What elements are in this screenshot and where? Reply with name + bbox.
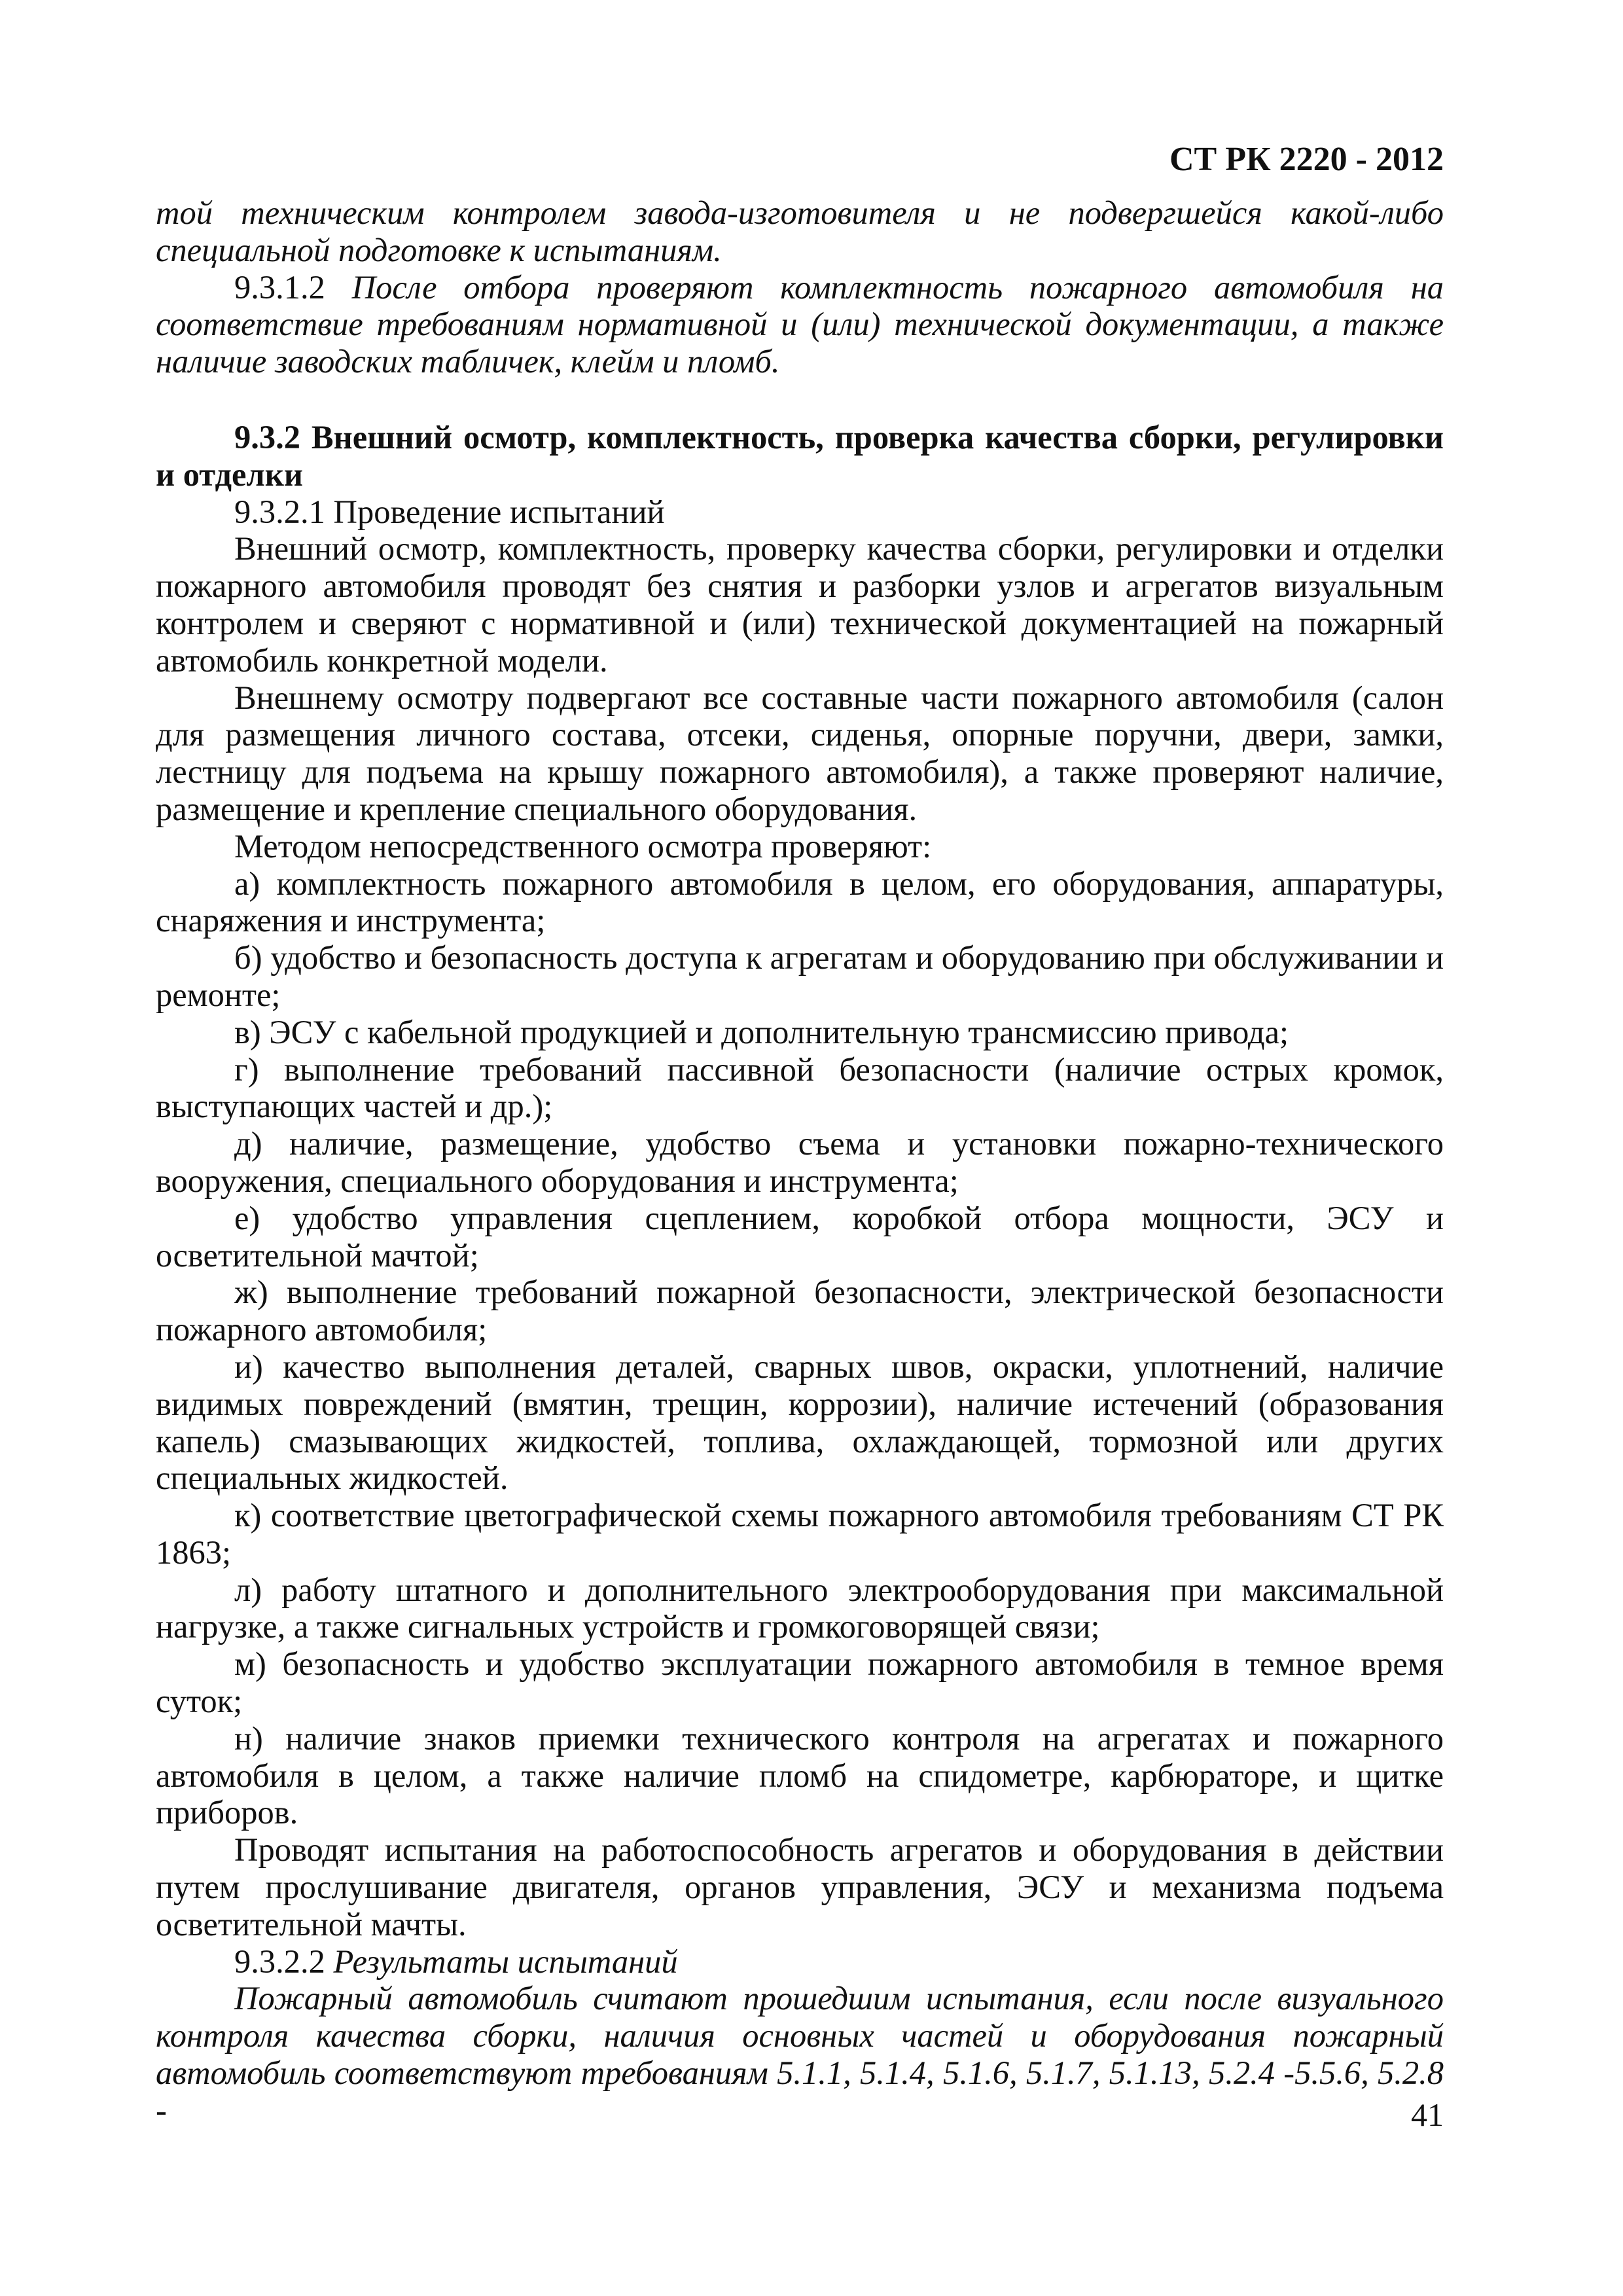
paragraph: 9.3.2.1 Проведение испытаний	[234, 493, 665, 530]
paragraph: г) выполнение требований пассивной безопасности (наличие острых кромок, выступающих частей и др.);	[156, 1050, 1444, 1125]
clause-number: 9.3.2.2	[234, 1943, 334, 1980]
clause-text: После отбора проверяют комплектность пожарного автомобиля на соответствие требованиям нормативной и (или) технической документации, а также наличие заводских табличек, клейм и пломб.	[156, 268, 1444, 380]
paragraph: н) наличие знаков приемки технического контроля на агрегатах и пожарного автомобиля в целом, а также наличие пломб на спидометре, карбюраторе, и щитке приборов.	[156, 1719, 1444, 1831]
paragraph: Внешнему осмотру подвергают все составные части пожарного автомобиля (салон для размещения личного состава, отсеки, сиденья, опорные поручни, двери, замки, лестницу для подъема на крышу пожарного автомобиля), а также проверяют наличие, размещение и крепление специального оборудования.	[156, 679, 1444, 827]
text-blocks	[156, 194, 1444, 2129]
paragraph: Внешний осмотр, комплектность, проверку качества сборки, регулировки и отделки пожарного автомобиля проводят без снятия и разборки узлов и агрегатов визуальным контролем и сверяют с нормативной и (или) технической документацией на пожарный автомобиль конкретной модели.	[156, 530, 1444, 679]
paragraph: той техническим контролем завода-изготовителя и не подвергшейся какой-либо специальной подготовке к испытаниям.	[156, 194, 1444, 268]
paragraph: л) работу штатного и дополнительного электрооборудования при максимальной нагрузке, а также сигнальных устройств и громкоговорящей связи;	[156, 1571, 1444, 1645]
section-spacer	[156, 380, 1444, 419]
paragraph: б) удобство и безопасность доступа к агрегатам и оборудованию при обслуживании и ремонте;	[156, 939, 1444, 1013]
paragraph: к) соответствие цветографической схемы пожарного автомобиля требованиям СТ РК 1863;	[156, 1497, 1444, 1571]
paragraph: м) безопасность и удобство эксплуатации пожарного автомобиля в темное время суток;	[156, 1645, 1444, 1720]
clause-text: Результаты испытаний	[333, 1943, 678, 1980]
clause-number: 9.3.1.2	[234, 268, 352, 306]
header-spacer	[156, 134, 1444, 194]
paragraph: и) качество выполнения деталей, сварных швов, окраски, уплотнений, наличие видимых повреждений (вмятин, трещин, коррозии), наличие истечений (образования капель) смазывающих жидкостей, топлива, охлаждающей, тормозной или других специальных жидкостей.	[156, 1348, 1444, 1497]
paragraph: Методом непосредственного осмотра проверяют:	[234, 827, 932, 865]
paragraph: Проводят испытания на работоспособность агрегатов и оборудования в действии путем прослушивание двигателя, органов управления, ЭСУ и механизма подъема осветительной мачты.	[156, 1831, 1444, 1943]
paragraph: д) наличие, размещение, удобство съема и установки пожарно-технического вооружения, специального оборудования и инструмента;	[156, 1125, 1444, 1199]
paragraph	[156, 1943, 1444, 1981]
document-designation: СТ РК 2220 - 2012	[1169, 141, 1444, 178]
paragraph: ж) выполнение требований пожарной безопасности, электрической безопасности пожарного автомобиля;	[156, 1274, 1444, 1348]
paragraph	[156, 269, 1444, 380]
paragraph: Пожарный автомобиль считают прошедшим испытания, если после визуального контроля качества сборки, наличия основных частей и оборудования пожарный автомобиль соответствуют требованиям 5.1.1, 5.1.4, 5.1.6, 5.1.7, 5.1.13, 5.2.4 -5.5.6, 5.2.8 -	[156, 1980, 1444, 2128]
page-number: 41	[1411, 2096, 1444, 2133]
document-body	[156, 134, 1444, 2129]
paragraph: а) комплектность пожарного автомобиля в целом, его оборудования, аппаратуры, снаряжения и инструмента;	[156, 865, 1444, 939]
section-heading: 9.3.2 Внешний осмотр, комплектность, проверка качества сборки, регулировки и отделки	[156, 418, 1444, 493]
paragraph: е) удобство управления сцеплением, коробкой отбора мощности, ЭСУ и осветительной мачтой;	[156, 1199, 1444, 1274]
paragraph: в) ЭСУ с кабельной продукцией и дополнительную трансмиссию привода;	[234, 1013, 1289, 1050]
